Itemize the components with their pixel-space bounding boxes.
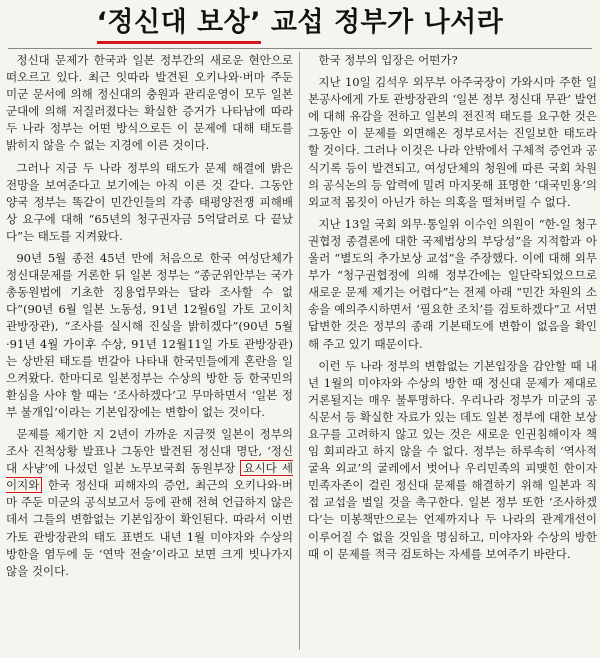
- paragraph: 90년 5월 종전 45년 만에 처음으로 한국 여성단체가 정신대문제를 거론한 뒤 일본 정부는 “종군위안부는 국가총동원법에 기초한 징용업무와는 달라 조사할 수 없다”(90년 6월 일본 노동성, 91년 12월6일 가토 고이치 관방장관), “조사를 실시해 진실을 밝히겠다”(90년 5월·91년 4월 가이후 수상, 91년 12월11일 가토 관방장관)는 상반된 태도를 번갈아 나타내 한국민들에게 혼란을 일으켜왔다. 한마디로 일본정부는 수상의 방한 등 한국민의 환심을 사야 할 때는 ‘조사하겠다’고 무마하면서 ‘일본 정부 불개입’이라는 기본입장에는 변함이 없는 것이다.: [6, 251, 293, 419]
- paragraph: 지난 10일 김석우 외무부 아주국장이 가와시마 주한 일본공사에게 가토 관방장관의 ‘일본 정부 정신대 무관’ 발언에 대해 유감을 전하고 일본의 전진적 태도를 요구한 것은 그동안 이 문제를 외면해온 정부로서는 진일보한 태도라 할 것이다. 그러나 이것은 나라 안밖에서 구체적 증언과 공식기록 등이 발견되고, 여성단체의 청원에 따른 국회 차원의 공식논의 등 압력에 밀려 마지못해 표명한 ‘대국민용’의 외교적 몸짓이 아닌가 하는 의혹을 떨쳐버릴 수 없다.: [308, 75, 597, 209]
- paragraph: 이런 두 나라 정부의 변함없는 기본입장을 감안할 때 내년 1월의 미야자와 수상의 방한 때 정신대 문제가 제대로 거론될지는 매우 불투명하다. 우리나라 정부가 미군의 공식문서 등 확실한 자료가 있는 데도 일본 정부에 대한 보상 요구를 고려하지 않고 있는 것은 새로운 인권침해이자 책임 회피라고 하지 않을 수 없다. 정부는 하루속히 ‘역사적 굴욕 외교’의 굴레에서 벗어나 우리민족의 피맺힌 한이자 민족자존이 걸린 정신대 문제를 해결하기 위해 일본과 직접 교섭을 벌일 것을 촉구한다. 일본 정부 또한 ‘조사하겠다’는 미봉책만으로는 언제까지나 두 나라의 관계개선이 이루어질 수 없을 것임을 명심하고, 미야자와 수상의 방한 때 이 문제를 적극 검토하는 자세를 보여주기 바란다.: [308, 358, 597, 561]
- paragraph-text: 한국 정신대 피해자의 증언, 최근의 오키나와·버마 주둔 미군의 공식보고서 등에 관해 전혀 언급하지 않은 데서 그들의 변함없는 기본입장이 확인된다. 따라서 이번 가토 관방장관의 태도 표변도 내년 1월 미야자와 수상의 방한을 염두에 둔 ‘연막 전술’이라고 보면 크게 빗나가지 않을 것이다.: [6, 478, 293, 578]
- left-column: [6, 52, 293, 652]
- headline-rule: [8, 48, 592, 49]
- paragraph: 그러나 지금 두 나라 정부의 태도가 문제 해결에 밝은 전망을 보여준다고 보기에는 아직 이른 것 같다. 그동안 양국 정부는 똑같이 민간인들의 각종 태평양전쟁 피해배상 요구에 대해 “65년의 청구권자금 5억달러로 다 끝났다”는 태도를 지켜왔다.: [6, 160, 293, 243]
- paragraph: 정신대 문제가 한국과 일본 정부간의 새로운 현안으로 떠오르고 있다. 최근 잇따라 발견된 오키나와·버마 주둔 미군 문서에 의해 정신대의 충원과 관리운영이 모두 일본군대에 의해 저질러졌다는 확실한 증거가 나타남에 따라 두 나라 정부는 어떤 방식으로든 이 문제에 대해 태도를 밝히지 않을 수 없는 지경에 이른 것이다.: [6, 53, 293, 153]
- column-divider: [299, 52, 300, 650]
- headline-rest: 교섭 정부가 나서라: [260, 7, 504, 38]
- paragraph-text: 문제를 제기한 지 2년이 가까운 지금껏 일본이 정부의 조사 진척상황 발표나 그동안 발견된 정신대 명단, ‘정신대 사냥’에 나섰던 일본 노무보국회 동원부장: [6, 426, 293, 476]
- paragraph: 한국 정부의 입장은 어떤가?: [318, 53, 458, 67]
- highlighted-name: 요시다 세이지와: [6, 461, 293, 493]
- headline-quoted: ‘정신대 보상’: [97, 6, 261, 44]
- paragraph: 지난 13일 국회 외무·통일위 이수인 의원이 “한-일 청구권협정 종결론에 대한 국제법상의 부당성”을 지적함과 아울러 “별도의 추가보상 교섭”을 주장했다. 이에 대해 외무부가 “청구권협정에 의해 정부간에는 일단락되었으므로 새로운 문제 제기는 어렵다”는 전제 아래 “민간 차원의 소송을 예의주시하면서 ‘필요한 조치’를 검토하겠다”고 서면답변한 것은 정부의 종래 기본태도에 변함이 없음을 확인해 주고 있기 때문이다.: [308, 216, 597, 351]
- right-column: [308, 52, 597, 652]
- headline: [0, 6, 600, 44]
- paragraph: [6, 426, 293, 580]
